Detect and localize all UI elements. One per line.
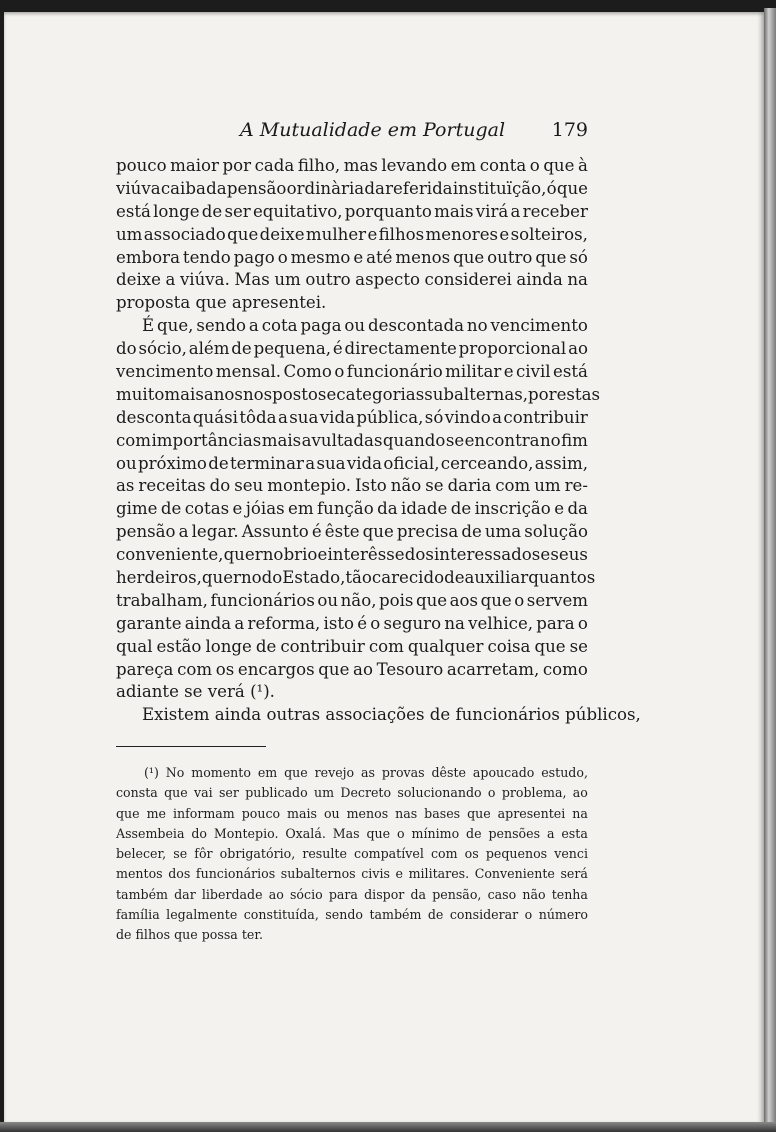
- footnote-line: família legalmente constituída, sendo também de considerar o número: [116, 907, 588, 923]
- footnote-line: belecer, se fôr obrigatório, resulte compatível com os pequenos venci: [116, 846, 588, 862]
- body-line: do sócio, além de pequena, é directamente proporcional ao: [116, 339, 588, 359]
- body-line: ou próximo de terminar a sua vida oficial, cerceando, assim,: [116, 453, 588, 473]
- footnote-line: também dar liberdade ao sócio para dispor da pensão, caso não tenha: [116, 886, 588, 902]
- body-line: com importâncias mais avultadas quando se encontra no fim: [116, 430, 588, 450]
- footnote-line: mentos dos funcionários subalternos civis e militares. Conveniente será: [116, 866, 588, 882]
- footnote-separator: [116, 746, 266, 747]
- body-line: muito mais anos nos postos e categorias subalternas, por estas: [116, 384, 601, 404]
- running-title: A Mutualidade em Portugal: [240, 119, 506, 141]
- footnote: [116, 763, 588, 946]
- footnote-line: consta que vai ser publicado um Decreto solucionando o problema, ao: [116, 785, 588, 801]
- page-edge-shadow: [764, 8, 776, 1128]
- body-line: proposta que apresentei.: [116, 293, 327, 313]
- scanner-bottom-edge: [0, 1122, 776, 1132]
- body-line: adiante se verá (¹).: [116, 682, 275, 702]
- footnote-line: de filhos que possa ter.: [116, 927, 263, 943]
- body-line: É que, sendo a cota paga ou descontada no vencimento: [142, 316, 588, 336]
- body-line: conveniente, quer no brio e interêsse dos interessados e seus: [116, 545, 588, 565]
- footnote-line: Assembeia do Montepio. Oxalá. Mas que o mínimo de pensões a esta: [116, 825, 588, 841]
- body-text: [116, 155, 641, 727]
- body-line: herdeiros, quer no do Estado, tão carecido de auxiliar quantos: [116, 568, 596, 588]
- body-line: garante ainda a reforma, isto é o seguro na velhice, para o: [116, 613, 588, 633]
- body-line: pensão a legar. Assunto é êste que precisa de uma solução: [116, 522, 588, 542]
- footnote-line: (¹) No momento em que revejo as provas dêste apoucado estudo,: [144, 765, 588, 780]
- footnote-line: que me informam pouco mais ou menos nas bases que apresentei na: [116, 805, 588, 821]
- body-line: viúva caiba da pensão ordinària da referida instituïção, ó que: [116, 178, 588, 198]
- body-line: desconta quási tôda a sua vida pública, só vindo a contribuir: [116, 407, 588, 427]
- body-line: trabalham, funcionários ou não, pois que aos que o servem: [116, 590, 588, 610]
- body-line: deixe a viúva. Mas um outro aspecto considerei ainda na: [116, 270, 588, 290]
- body-line: um associado que deixe mulher e filhos menores e solteiros,: [116, 224, 588, 244]
- page-number: 179: [551, 119, 588, 141]
- body-line: está longe de ser equitativo, porquanto mais virá a receber: [116, 201, 588, 221]
- body-line: embora tendo pago o mesmo e até menos que outro que só: [116, 247, 588, 267]
- body-line: vencimento mensal. Como o funcionário militar e civil está: [116, 362, 588, 382]
- body-line: pouco maior por cada filho, mas levando em conta o que à: [116, 156, 588, 175]
- body-line: gime de cotas e jóias em função da idade de inscrição e da: [116, 499, 588, 519]
- body-line: pareça com os encargos que ao Tesouro acarretam, como: [116, 659, 588, 679]
- body-line: Existem ainda outras associações de funcionários públicos,: [142, 705, 641, 725]
- body-line: as receitas do seu montepio. Isto não se daria com um re-: [116, 476, 588, 496]
- body-line: qual estão longe de contribuir com qualquer coisa que se: [116, 636, 588, 656]
